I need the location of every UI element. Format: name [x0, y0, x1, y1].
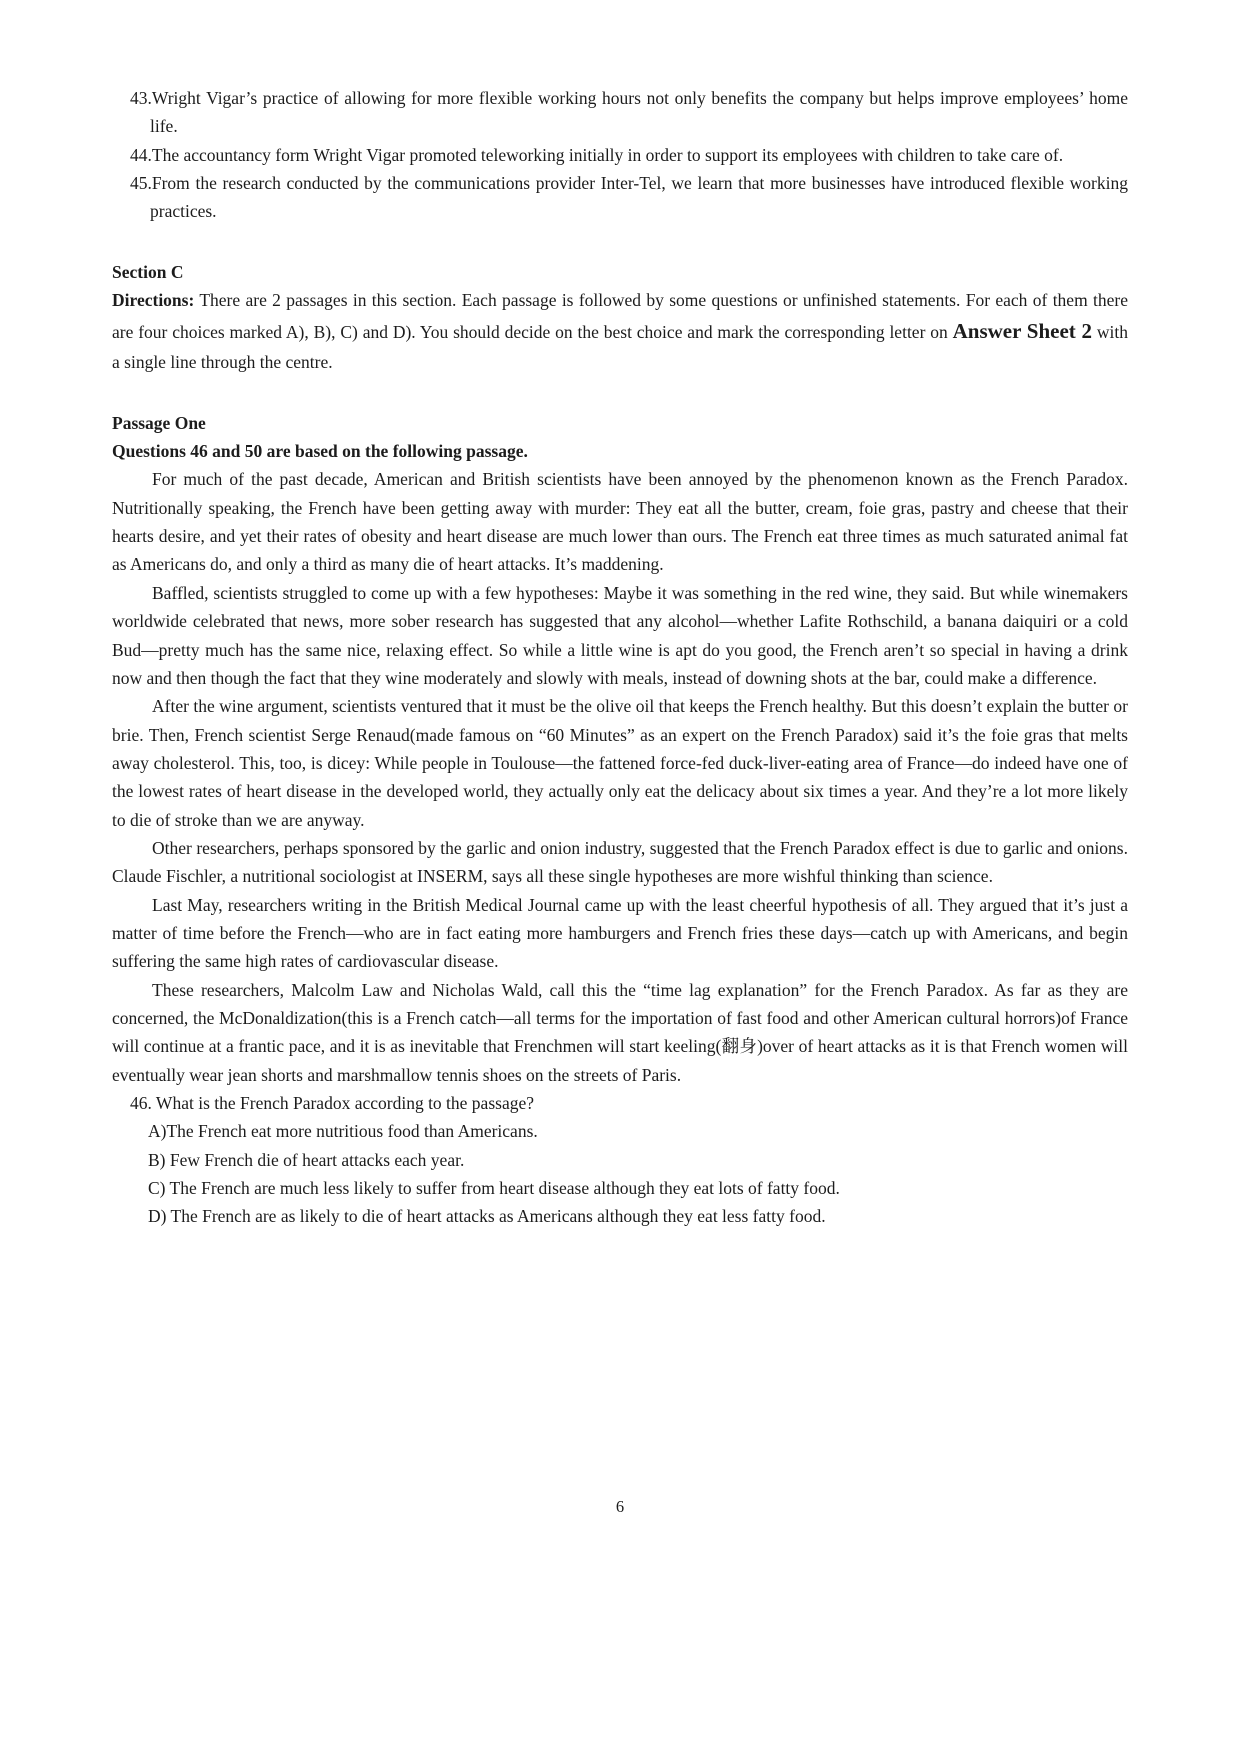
directions-text-pre: There are 2 passages in this section. Each passage is followed by some questions or unfinished statements. For each of them there are four choices marked A), B), C) and D). You should decide on the best choice and mark the corresponding letter on — [112, 290, 1128, 343]
directions-label: Directions: — [112, 290, 195, 311]
page-number: 6 — [615, 1497, 625, 1516]
passage-paragraph-6: These researchers, Malcolm Law and Nicholas Wald, call this the “time lag explanation” for the French Paradox. As far as they are concerned, the McDonaldization(this is a French catch—all terms for the importation of fast food and other American cultural horrors)of France will continue at a frantic pace, and it is as inevitable that Frenchmen will start keeling(翻身)over of heart attacks as it is that French women will eventually wear jean shorts and marshmallow tennis shoes on the streets of Paris. — [112, 979, 1128, 1085]
question-46-stem: 46. What is the French Paradox according to the passage? — [130, 1093, 534, 1114]
question-46-option-c: C) The French are much less likely to suffer from heart disease although they eat lots of fatty food. — [148, 1178, 840, 1199]
directions-text-post: with a single line through the centre. — [112, 322, 1128, 373]
question-46-option-a: A)The French eat more nutritious food than Americans. — [148, 1121, 538, 1142]
statement-number: 44. — [130, 144, 152, 165]
question-46-option-d: D) The French are as likely to die of heart attacks as Americans although they eat less fatty food. — [148, 1206, 826, 1227]
passage-paragraph-1: For much of the past decade, American and British scientists have been annoyed by the phenomenon known as the French Paradox. Nutritionally speaking, the French have been getting away with murder: They eat all the butter, cream, foie gras, pastry and cheese that their hearts desire, and yet their rates of obesity and heart disease are much lower than ours. The French eat three times as much saturated animal fat as Americans do, and only a third as many die of heart attacks. It’s maddening. — [112, 469, 1128, 575]
passage-paragraph-5: Last May, researchers writing in the British Medical Journal came up with the least cheerful hypothesis of all. They argued that it’s just a matter of time before the French—who are in fact eating more hamburgers and French fries these days—catch up with Americans, and begin suffering the same high rates of cardiovascular disease. — [112, 894, 1128, 972]
answer-sheet-label: Answer Sheet 2 — [952, 319, 1093, 344]
page-content — [112, 84, 1128, 1231]
statement-text: The accountancy form Wright Vigar promoted teleworking initially in order to support its employees with children to take care of. — [151, 144, 1064, 165]
statement-number: 43. — [130, 88, 152, 108]
statement-text: Wright Vigar’s practice of allowing for more flexible working hours not only benefits the company but helps improve employees’ home life. — [150, 88, 1128, 137]
statement-text: From the research conducted by the communications provider Inter-Tel, we learn that more businesses have introduced flexible working practices. — [150, 173, 1128, 222]
passage-paragraph-2: Baffled, scientists struggled to come up with a few hypotheses: Maybe it was something in the red wine, they said. But while winemakers worldwide celebrated that news, more sober research has suggested that any alcohol—whether Lafite Rothschild, a banana daiquiri or a cold Bud—pretty much has the same nice, relaxing effect. So while a little wine is apt do you good, the French aren’t so special in having a drink now and then though the fact that they wine moderately and slowly with meals, instead of downing shots at the bar, could make a difference. — [112, 582, 1128, 688]
statement-item-43 — [130, 84, 1128, 141]
statement-item-45 — [130, 169, 1128, 226]
directions-paragraph — [112, 286, 1128, 377]
passage-paragraph-4: Other researchers, perhaps sponsored by the garlic and onion industry, suggested that the French Paradox effect is due to garlic and onions. Claude Fischler, a nutritional sociologist at INSERM, says all these single hypotheses are more wishful thinking than science. — [112, 837, 1128, 887]
statement-item-44 — [130, 141, 1128, 169]
question-46-option-b: B) Few French die of heart attacks each year. — [148, 1149, 465, 1170]
section-c-heading: Section C — [112, 261, 184, 282]
passage-one-heading: Passage One — [112, 412, 206, 433]
passage-paragraph-3: After the wine argument, scientists ventured that it must be the olive oil that keeps the French healthy. But this doesn’t explain the butter or brie. Then, French scientist Serge Renaud(made famous on “60 Minutes” as an expert on the French Paradox) said it’s the foie gras that melts away cholesterol. This, too, is dicey: While people in Toulouse—the fattened force-fed duck-liver-eating area of France—do indeed have one of the lowest rates of heart disease in the developed world, they actually only eat the delicacy about six times a year. And they’re a lot more likely to die of stroke than we are anyway. — [112, 696, 1128, 830]
statement-number: 45. — [130, 173, 152, 194]
passage-one-subheading: Questions 46 and 50 are based on the following passage. — [112, 441, 528, 462]
